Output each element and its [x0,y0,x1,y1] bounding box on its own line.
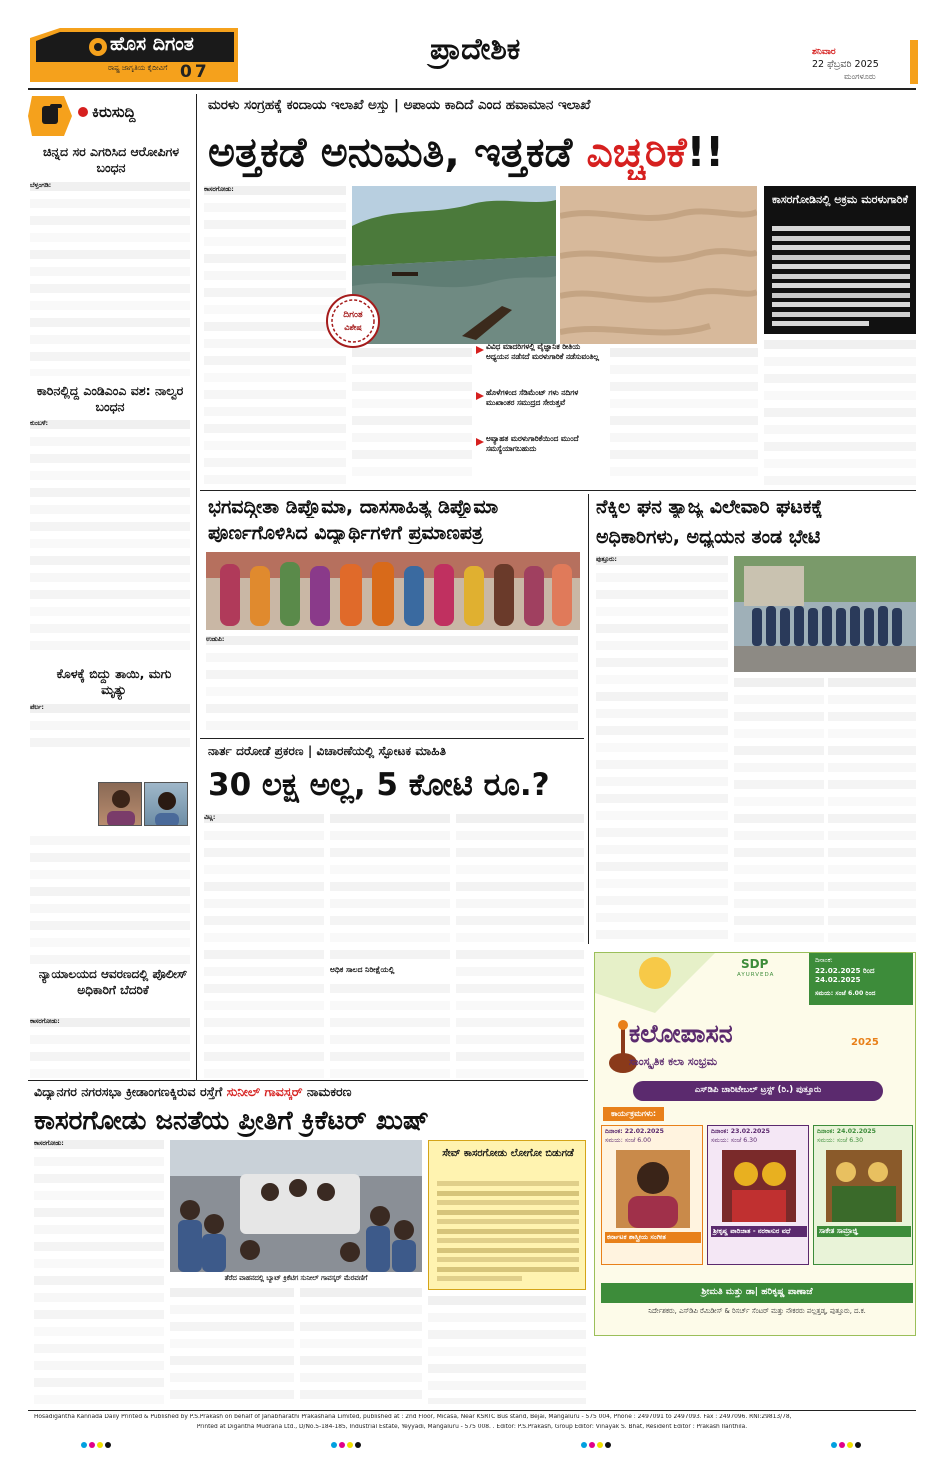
waste-body-col1 [596,556,728,944]
brief-body-cont [30,836,190,964]
imprint-rule [28,1410,916,1411]
stamp-line1: ದಿಗಂತ [343,310,363,320]
event-title: ಶ್ರೀಕೃಷ್ಣ ಪಾರಿಜಾತ - ನರಕಾಸುರ ವಧೆ [711,1226,807,1237]
highlight-item: ಅವ್ಯಾಹತ ಮರಳುಗಾರಿಕೆಯಿಂದ ಮುಂದೆ ಸಮಸ್ಯೆಯಾಗಬಹುದು [486,434,579,453]
robbery-top-rule [200,738,584,739]
cricket-kicker-post: ನಾಮಕರಣ [302,1084,352,1099]
logo-tagline: ರಾಷ್ಟ್ರ ಜಾಗೃತಿಯ ಕೈದೀವಿಗೆ [108,64,168,72]
sidebar-divider [196,94,197,1080]
event-title: ಸಾಕೇತ ಸಾಮ್ರಾಜ್ಞಿ [817,1226,911,1237]
cricket-body-col2 [170,1288,294,1404]
imprint-line1: Hosadigantha Kannada Daily Printed & Published by P.S.Prakash on behalf of Janabharathi Prakashana Limited, published at : 2nd Floor, Micasa, Near KSRTC Bus stand, Bejai, Mangaluru - 575 004, Phone : 2497091 to 2497093. Fax : 2497096. RNI:29813/78, [34,1414,792,1420]
waste-headline-2: ಅಧಿಕಾರಿಗಳು, ಅಧ್ಯಯನ ತಂಡ ಭೇಟಿ [596,526,821,548]
cricket-kicker-accent: ಸುನೀಲ್ ಗಾವಸ್ಕರ್ [226,1084,303,1099]
event-date: ದಿನಾಂಕ: 24.02.2025 [817,1128,876,1135]
advert-footer-bar [601,1283,913,1303]
advert-footer-sub: ನಿರ್ದೇಶಕರು, ಎಸ್‌ಡಿಪಿ ರೆಮಿಡೀಸ್ & ರಿಸರ್ಚ್ ಸೆಂಟರ್ ಮತ್ತು ನೌಕರರು ಪಲ್ಲತ್ತಡ್ಕ, ಪುತ್ತೂರು, ದ.ಕ. [648,1307,866,1315]
highlight-item: ಹೊಳೆಗಳಿಂದ ಸೆಡಿಮೆಂಟ್ ಗಳು ನದಿಗಳ ಮುಖಾಂತರ ಸಮುದ್ರದ ಸೇರುತ್ತವೆ [486,388,579,407]
event-title: ಕರ್ನಾಟಕ ಶಾಸ್ತ್ರೀಯ ಸಂಗೀತ [605,1232,701,1243]
advert-programmes-label: ಕಾರ್ಯಕ್ರಮಗಳು: [603,1107,664,1121]
group-photo-icon [206,552,580,630]
brief-heading: ಕೊಳಕ್ಕೆ ಬಿದ್ದು ತಾಯಿ, ಮಗು ಮೃತ್ಯು [56,666,172,697]
logo-launch-box [428,1140,586,1290]
stamp-ring-icon [330,298,376,344]
victim-photo-child [144,782,188,826]
lead-kicker: ಮರಳು ಸಂಗ್ರಹಕ್ಕೆ ಕಂದಾಯ ಇಲಾಖೆ ಅಸ್ತು | ಅಪಾಯ ಕಾದಿದೆ ಎಂದ ಹವಾಮಾನ ಇಲಾಖೆ [208,98,591,113]
event-time: ಸಮಯ: ಸಂಜೆ 6.30 [711,1137,758,1144]
advert-date-box [809,953,913,1005]
brief-body [30,1018,190,1080]
kalopasana-advert [594,952,916,1336]
stamp-line2: ವಿಶೇಷ [344,323,362,332]
sand-photo [560,186,757,344]
robbery-body-col3 [456,814,584,1078]
arrow-bullet-icon [476,346,484,354]
logo-block [30,28,238,82]
box-title: ಕಾಸರಗೋಡಿನಲ್ಲಿ ಅಕ್ರಮ ಮರಳುಗಾರಿಕೆ [772,193,908,206]
cricket-body-col4 [428,1296,586,1404]
brief-heading: ಚಿನ್ನದ ಸರ ಎಗರಿಸಿದ ಆರೋಪಿಗಳ ಬಂಧನ [42,144,180,175]
lead-body-col4 [764,340,916,486]
brief-body [30,704,190,752]
cricket-kicker [34,1084,586,1100]
lead-body-col2 [352,348,472,486]
cricket-body-col1 [34,1140,164,1404]
advert-date-label: ದಿನಾಂಕ: [815,956,833,964]
robbery-kicker: ನಾರ್ತ ದರೋಡೆ ಪ್ರಕರಣ | ವಿಚಾರಣೆಯಲ್ಲಿ ಸ್ಫೋಟಕ ಮಾಹಿತಿ [208,744,447,758]
special-stamp [326,294,380,348]
robbery-dateline: ವಿಟ್ಲ: [204,814,216,821]
brief-dateline: ಕುಂಬಳೆ: [30,420,49,427]
yakshagana-icon [722,1150,796,1222]
illegal-sand-box [764,186,916,334]
section-title: ಪ್ರಾದೇಶಿಕ [430,32,521,67]
cricket-dateline: ಕಾಸರಗೋಡು: [34,1140,64,1147]
robbery-subhead: ಅಧಿಕ ಸಾಲದ ನಿರೀಕ್ಷೆಯಲ್ಲಿ [330,965,395,974]
advert-time: ಸಮಯ: ಸಂಜೆ 6.00 ರಿಂದ [815,990,876,997]
lead-bottom-rule [200,490,916,491]
event-date: ದಿನಾಂಕ: 22.02.2025 [605,1128,664,1135]
officials-visit-photo [734,556,916,672]
diploma-divider [588,494,589,944]
river-scene-icon [352,186,556,344]
advert-title: ಕಲೋಪಾಸನ [629,1019,733,1048]
lead-headline-main: ಅತ್ತಕಡೆ ಅನುಮತಿ, ಇತ್ತಕಡೆ [208,128,587,176]
sidebar-briefs [28,94,192,1080]
masthead-day: ಶನಿವಾರ [812,47,836,57]
lead-headline-end: !! [686,128,725,176]
lead-highlights [476,340,604,468]
sun-icon [76,105,90,119]
waste-dateline: ಪುತ್ತೂರು: [596,556,617,563]
brief-body [30,182,190,376]
sand-texture-icon [560,186,757,344]
lead-headline [208,124,916,180]
brief-heading: ಕಾರಿನಲ್ಲಿದ್ದ ಎಂಡಿಎಂಎ ವಶ: ನಾಲ್ವರ ಬಂಧನ [36,383,184,414]
diploma-headline-2: ಪೂರ್ಣಗೊಳಿಸಿದ ವಿದ್ಯಾರ್ಥಿಗಳಿಗೆ ಪ್ರಮಾಣಪತ್ರ [208,522,483,544]
diploma-headline-1: ಭಗವದ್ಗೀತಾ ಡಿಪ್ಲೊಮಾ, ದಾಸಸಾಹಿತ್ಯ ಡಿಪ್ಲೊಮಾ [208,496,499,518]
masthead-city: ಮಂಗಳೂರು [844,72,876,81]
advert-dates: 22.02.2025 ರಿಂದ 24.02.2025 [815,966,875,984]
advert-brand-sub: AYURVEDA [737,972,775,978]
logo-text: ಹೊಸ ದಿಗಂತ [110,33,194,55]
imprint-line2: Printed at Digantha Mudrana Ltd., D/No.5-184-185, Industrial Estate, Yeyyadi, Mangaluru - 575 008. . Editor: P.S.Prakash, Group Editor: Vinayak S. Bhat, Resident Editor : Prakash Ilanthila. [196,1424,748,1430]
page-number: 07 [180,62,210,82]
cricket-top-rule [28,1080,588,1081]
person-icon [145,783,188,826]
masthead [0,0,945,88]
robbery-body-col1 [204,814,324,1078]
advert-event-card [707,1125,809,1265]
advert-event-card [601,1125,703,1265]
event-time: ಸಮಯ: ಸಂಜೆ 6.00 [605,1137,652,1144]
cricket-body-col3 [300,1288,422,1404]
logo-launch-body [437,1181,579,1285]
graduates-group-photo [206,552,580,630]
cricket-kicker-pre: ವಿದ್ಯಾನಗರ ನಗರಸಭಾ ಕ್ರೀಡಾಂಗಣಕ್ಕಿರುವ ರಸ್ತೆಗೆ [34,1084,227,1099]
brief-dateline: ಕಾಸರಗೋಡು: [30,1018,60,1025]
river-photo [352,186,556,344]
highlight-item: ವಿವಿಧ ಮಾದರಿಗಳಲ್ಲಿ ವೈಜ್ಞಾನಿಕ ರೀತಿಯ ಅಧ್ಯಯನ ನಡೆಸದೆ ಮರಳುಗಾರಿಕೆ ನಡೆಸುವಂತಿಲ್ಲ [486,342,599,361]
lead-body-col3 [610,348,758,486]
event-date: ದಿನಾಂಕ: 23.02.2025 [711,1128,770,1135]
diploma-body [206,636,578,734]
advert-subtitle: ಸಾಂಸ್ಕೃತಿಕ ಕಲಾ ಸಂಭ್ರಮ [629,1055,718,1068]
masthead-rule [28,88,916,90]
site-visit-icon [734,556,916,672]
briefs-label-box [28,96,178,136]
brief-heading: ನ್ಯಾಯಾಲಯದ ಆವರಣದಲ್ಲಿ ಪೊಲೀಸ್ ಅಧಿಕಾರಿಗೆ ಬೆದರಿಕೆ [38,967,188,997]
advert-footer: ಶ್ರೀಮತಿ ಮತ್ತು ಡಾ| ಹರಿಕೃಷ್ಣ ಪಾಣಾಜೆ [701,1287,813,1297]
brief-body [30,420,190,666]
logo-launch-title: ಸೇವ್ ಕಾಸರಗೋಡು ಲೋಗೋ ಬಿಡುಗಡೆ [442,1148,574,1159]
cricket-headline: ಕಾಸರಗೋಡು ಜನತೆಯ ಪ್ರೀತಿಗೆ ಕ್ರಿಕೆಟರ್ ಖುಷ್ [34,1106,430,1136]
diploma-dateline: ಉಡುಪಿ: [206,636,225,643]
event-time: ಸಮಯ: ಸಂಜೆ 6.30 [817,1137,864,1144]
box-body [772,226,910,330]
person-icon [99,783,142,826]
victim-photo-mother [98,782,142,826]
photo-caption: ತೆರೆದ ವಾಹನದಲ್ಲಿ ಬ್ಯಾಟ್ ಕ್ರಿಕೆಟಿಗ ಸುನೀಲ್ ಗಾವಸ್ಕರ್ ಮೆರವಣಿಗೆ [224,1274,368,1282]
lead-dateline: ಕಾಸರಗೋಡು: [204,186,234,193]
brief-dateline: ಬೆಳ್ತಂಗಡಿ: [30,182,52,189]
drama-troupe-icon [826,1150,902,1222]
brief-dateline: ಪೆರ್ಲ: [30,704,44,711]
advert-event-card [813,1125,913,1265]
waste-body-col3 [828,678,916,944]
color-bar [910,40,918,84]
arrow-bullet-icon [476,392,484,400]
singer-portrait-icon [616,1150,690,1228]
pointing-hand-icon [28,96,72,136]
arrow-bullet-icon [476,438,484,446]
lead-body-col1 [204,186,346,486]
briefs-label: ಕಿರುಸುದ್ದಿ [92,103,136,121]
advert-year: 2025 [851,1037,879,1048]
waste-headline-1: ನೆಕ್ಕಿಲ ಘನ ತ್ಯಾಜ್ಯ ವಿಲೇವಾರಿ ಘಟಕಕ್ಕೆ [596,496,823,518]
masthead-date: 22 ಫೆಬ್ರವರಿ 2025 [812,59,879,70]
advert-brand: SDP [741,957,769,971]
advert-organiser-bar [633,1081,883,1101]
gavaskar-procession-photo [170,1140,422,1272]
lead-headline-accent: ಎಚ್ಚರಿಕೆ [586,128,687,176]
waste-body-col2 [734,678,824,944]
robbery-body-col2 [330,814,450,1078]
crowd-scene-icon [170,1140,422,1272]
registration-marks-icon [80,1440,870,1450]
robbery-headline: 30 ಲಕ್ಷ ಅಲ್ಲ, 5 ಕೋಟಿ ರೂ.? [208,767,550,803]
advert-organiser: ಎಸ್‌ಡಿಪಿ ಚಾರಿಟೇಬಲ್ ಟ್ರಸ್ಟ್ (ರಿ.) ಪುತ್ತೂರು [694,1085,822,1095]
